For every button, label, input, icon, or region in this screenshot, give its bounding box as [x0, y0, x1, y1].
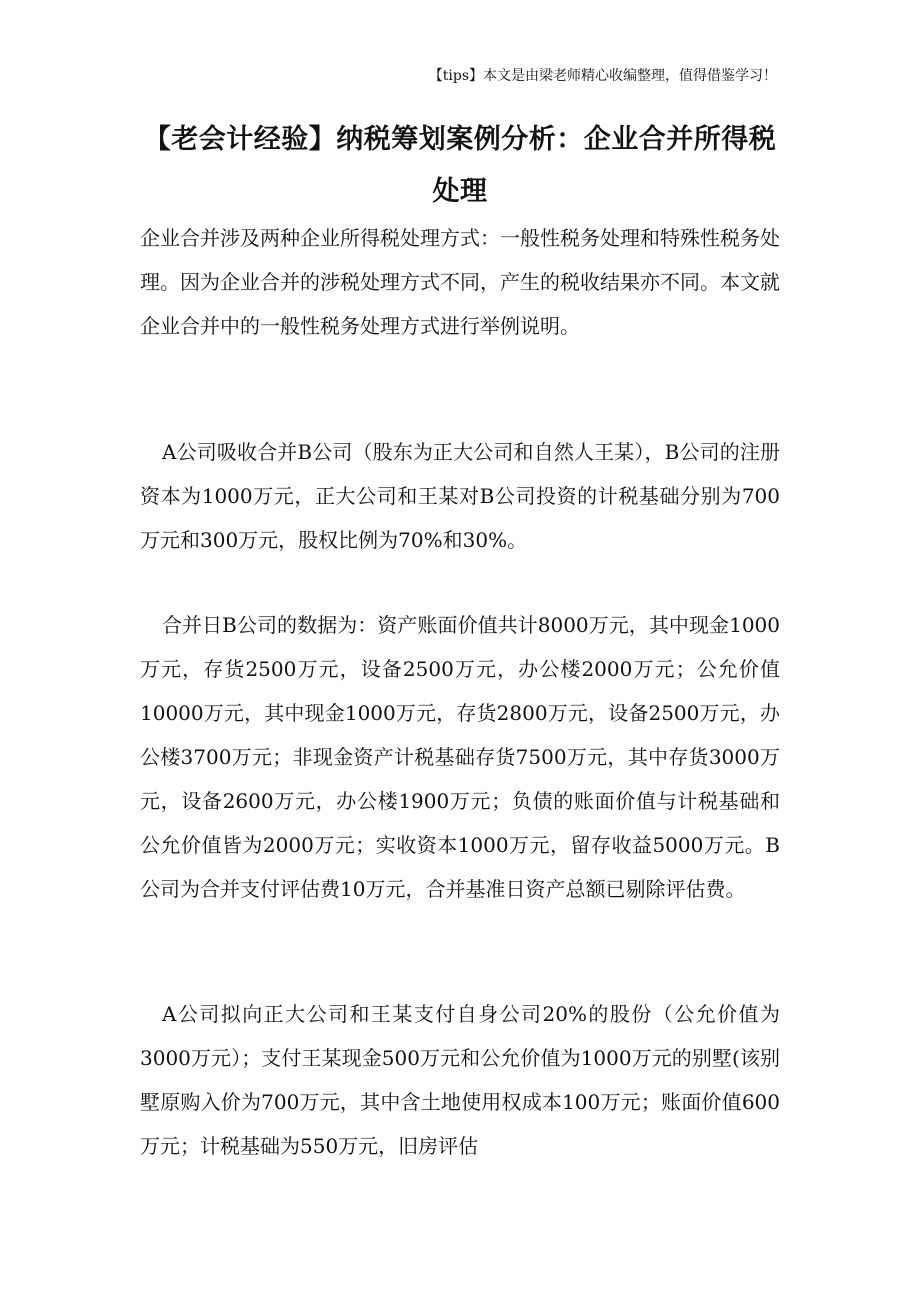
page-title: 【老会计经验】纳税筹划案例分析：企业合并所得税处理	[143, 124, 777, 207]
paragraph-merger-background: A公司吸收合并B公司（股东为正大公司和自然人王某），B公司的注册资本为1000万元，正大公司和王某对B公司投资的计税基础分别为700万元和300万元，股权比例为70%和30%。	[140, 440, 780, 552]
paragraph-intro: 企业合并涉及两种企业所得税处理方式：一般性税务处理和特殊性税务处理。因为企业合并的涉税处理方式不同，产生的税收结果亦不同。本文就企业合并中的一般性税务处理方式进行举例说明。	[140, 226, 780, 338]
paragraph-payment-plan: A公司拟向正大公司和王某支付自身公司20%的股份（公允价值为3000万元）；支付王某现金500万元和公允价值为1000万元的别墅(该别墅原购入价为700万元，其中含土地使用权成本100万元；账面价值600万元；计税基础为550万元，旧房评估	[140, 1002, 780, 1158]
tips-header: 【tips】本文是由梁老师精心收编整理，值得借鉴学习！	[428, 68, 777, 84]
paragraph-merger-date-data: 合并日B公司的数据为：资产账面价值共计8000万元，其中现金1000万元，存货2500万元，设备2500万元，办公楼2000万元；公允价值10000万元，其中现金1000万元，存货2800万元，设备2500万元，办公楼3700万元；非现金资产计税基础存货7500万元，其中存货3000万元，设备2600万元，办公楼1900万元；负债的账面价值与计税基础和公允价值皆为2000万元；实收资本1000万元，留存收益5000万元。B公司为合并支付评估费10万元，合并基准日资产总额已剔除评估费。	[140, 613, 780, 901]
